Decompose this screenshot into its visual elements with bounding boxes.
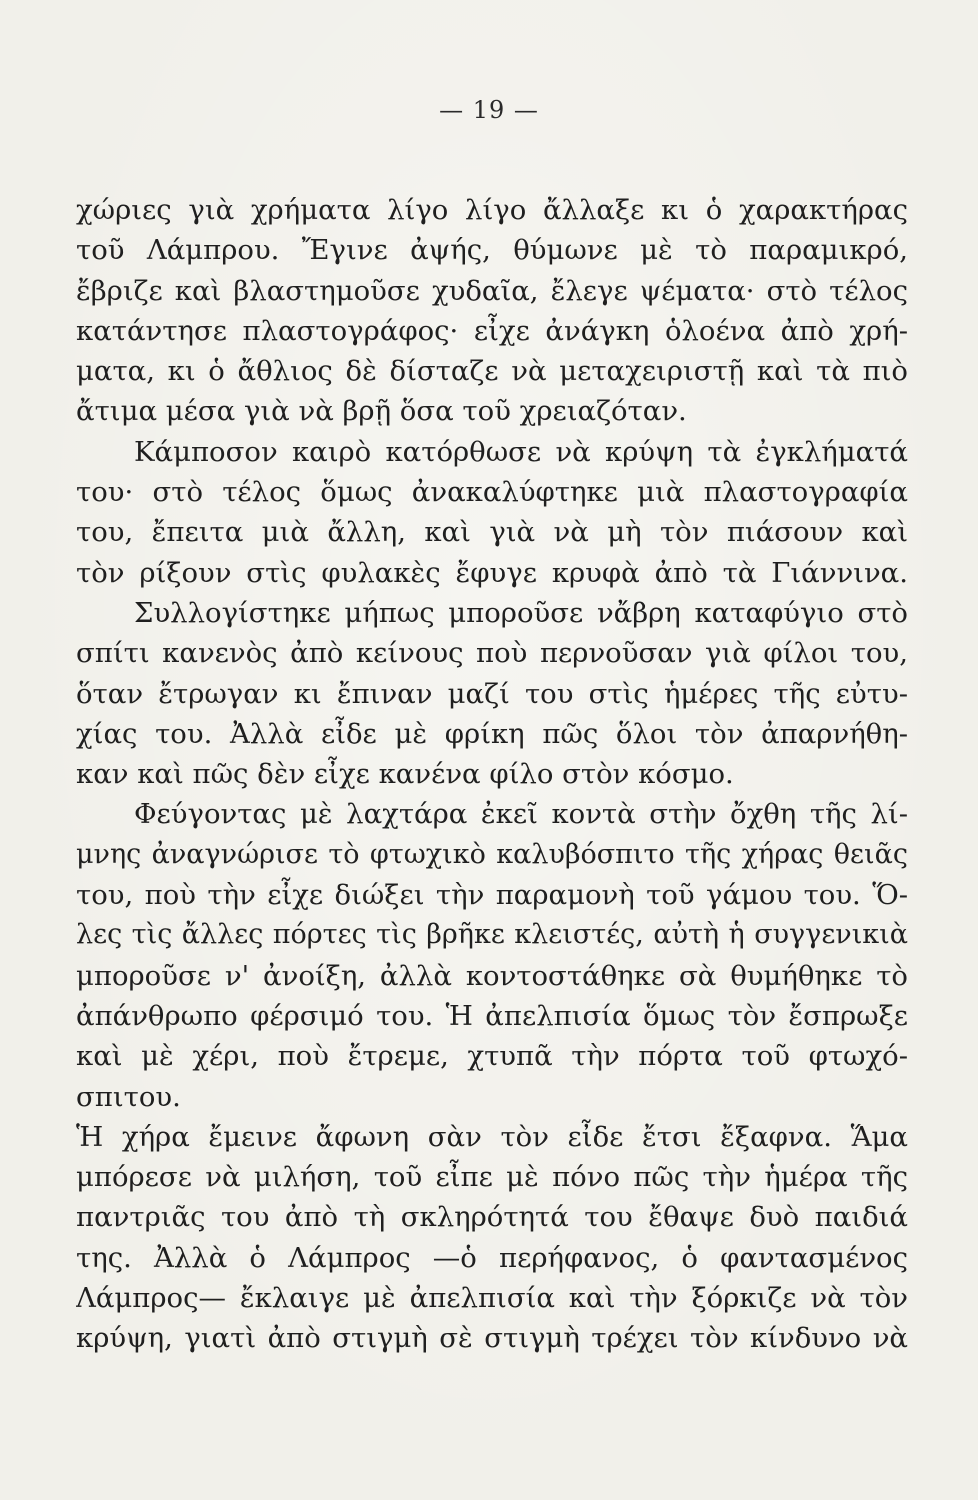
text-line: καὶ μὲ χέρι, ποὺ ἔτρεμε, χτυπᾶ τὴν πόρτα τοῦ φτωχό-	[76, 1040, 908, 1073]
text-line: χίας του. Ἀλλὰ εἶδε μὲ φρίκη πῶς ὅλοι τὸν ἀπαρνήθη-	[76, 717, 908, 750]
text-line: Συλλογίστηκε μήπως μποροῦσε νἄβρη καταφύγιο στὸ	[134, 596, 908, 629]
text-line: του, ἔπειτα μιὰ ἄλλη, καὶ γιὰ νὰ μὴ τὸν πιάσουν καὶ	[76, 516, 908, 549]
text-line: μπόρεσε νὰ μιλήση, τοῦ εἶπε μὲ πόνο πῶς τὴν ἡμέρα τῆς	[76, 1161, 908, 1194]
text-line: της. Ἀλλὰ ὁ Λάμπρος —ὁ περήφανος, ὁ φαντασμένος	[76, 1241, 908, 1274]
text-line: παντριᾶς του ἀπὸ τὴ σκληρότητά του ἔθαψε δυὸ παιδιά	[76, 1201, 908, 1234]
text-line: κατάντησε πλαστογράφος· εἶχε ἀνάγκη ὁλοένα ἀπὸ χρή-	[76, 314, 908, 347]
text-line: μποροῦσε ν' ἀνοίξη, ἀλλὰ κοντοστάθηκε σὰ θυμήθηκε τὸ	[76, 959, 908, 992]
text-line: Κάμποσον καιρὸ κατόρθωσε νὰ κρύψη τὰ ἐγκλήματά	[134, 435, 908, 468]
text-line: χώριες γιὰ χρήματα λίγο λίγο ἄλλαξε κι ὁ χαρακτήρας	[76, 194, 908, 226]
text-line: του· στὸ τέλος ὅμως ἀνακαλύφτηκε μιὰ πλαστογραφία	[76, 476, 908, 509]
text-line: ἔβριζε καὶ βλαστημοῦσε χυδαῖα, ἔλεγε ψέματα· στὸ τέλος	[76, 274, 908, 307]
text-line: ἄτιμα μέσα γιὰ νὰ βρῇ ὅσα τοῦ χρειαζόταν.	[76, 395, 687, 428]
text-line: τοῦ Λάμπρου. Ἔγινε ἀψής, θύμωνε μὲ τὸ παραμικρό,	[76, 234, 908, 267]
text-line: ὅταν ἔτρωγαν κι ἔπιναν μαζί του στὶς ἡμέρες τῆς εὐτυ-	[76, 677, 908, 710]
text-line: Φεύγοντας μὲ λαχτάρα ἐκεῖ κοντὰ στὴν ὄχθη τῆς λί-	[134, 798, 908, 831]
text-line: ἀπάνθρωπο φέρσιμό του. Ἡ ἀπελπισία ὅμως τὸν ἔσπρωξε	[76, 999, 908, 1032]
page-number: — 19 —	[439, 96, 539, 124]
text-line: τὸν ρίξουν στὶς φυλακὲς ἔφυγε κρυφὰ ἀπὸ τὰ Γιάννινα.	[76, 556, 908, 589]
text-line: ματα, κι ὁ ἄθλιος δὲ δίσταζε νὰ μεταχειριστῇ καὶ τὰ πιὸ	[76, 355, 908, 388]
text-line: Ἡ χήρα ἔμεινε ἄφωνη σὰν τὸν εἶδε ἔτσι ἔξαφνα. Ἅμα	[76, 1120, 908, 1153]
text-line: μνης ἀναγνώρισε τὸ φτωχικὸ καλυβόσπιτο τῆς χήρας θειᾶς	[76, 838, 908, 870]
text-line: καν καὶ πῶς δὲν εἶχε κανένα φίλο στὸν κόσμο.	[76, 758, 734, 791]
text-line: σπίτι κανενὸς ἀπὸ κείνους ποὺ περνοῦσαν γιὰ φίλοι του,	[76, 637, 908, 670]
text-line: σπιτου.	[76, 1080, 181, 1113]
text-line: του, ποὺ τὴν εἶχε διώξει τὴν παραμονὴ τοῦ γάμου του. Ὅ-	[76, 879, 908, 912]
text-line: Λάμπρος— ἔκλαιγε μὲ ἀπελπισία καὶ τὴν ξόρκιζε νὰ τὸν	[76, 1282, 908, 1315]
text-line: λες τὶς ἄλλες πόρτες τὶς βρῆκε κλειστές, αὐτὴ ἡ συγγενικιὰ	[76, 919, 908, 951]
text-line: κρύψη, γιατὶ ἀπὸ στιγμὴ σὲ στιγμὴ τρέχει τὸν κίνδυνο νὰ	[76, 1322, 908, 1355]
body-text	[76, 190, 908, 1359]
